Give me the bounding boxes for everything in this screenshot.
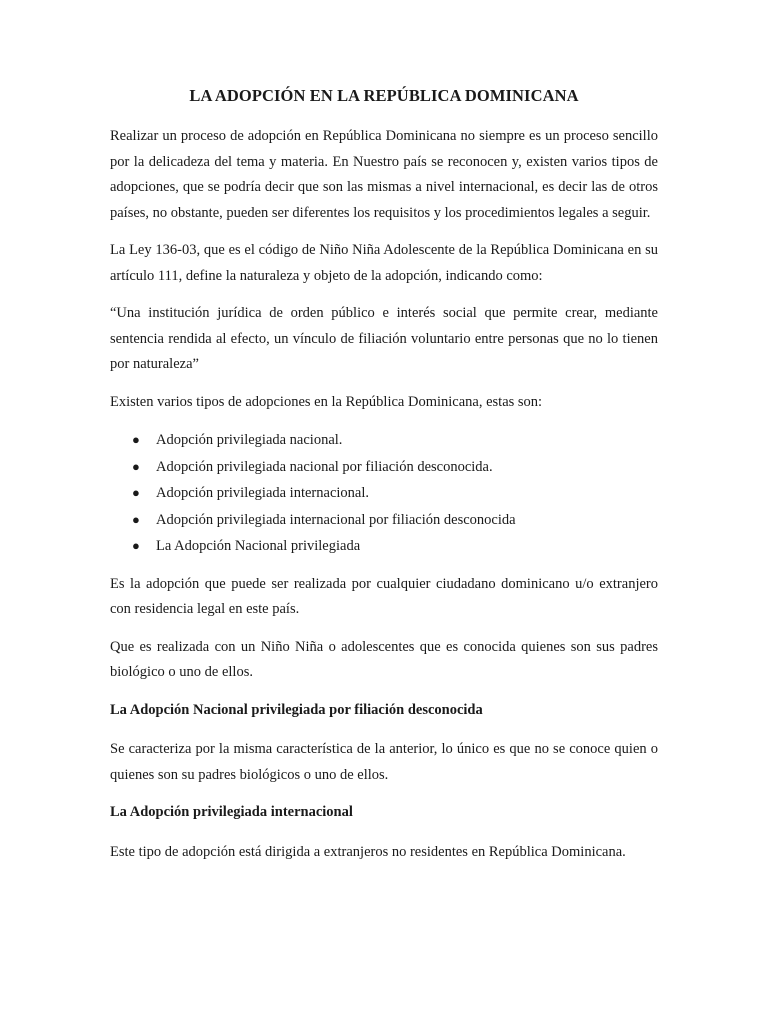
- list-item-text: Adopción privilegiada internacional.: [156, 485, 369, 501]
- list-item: [132, 507, 658, 534]
- national-adoption-paragraph-2: Que es realizada con un Niño Niña o adolescentes que es conocida quienes son sus padres biológico o uno de ellos.: [110, 638, 658, 680]
- types-intro-paragraph: Existen varios tipos de adopciones en la República Dominicana, estas son:: [110, 393, 543, 410]
- list-item: [132, 533, 658, 560]
- adoption-types-list: [110, 427, 658, 560]
- list-item: [132, 427, 658, 454]
- list-item-text: La Adopción Nacional privilegiada: [156, 538, 361, 554]
- list-item-text: Adopción privilegiada internacional por filiación desconocida: [156, 511, 516, 528]
- law-paragraph: La Ley 136-03, que es el código de Niño Niña Adolescente de la República Dominicana en su artículo 111, define la naturaleza y objeto de la adopción, indicando como:: [110, 242, 658, 284]
- bullet-icon: ●: [132, 432, 140, 447]
- bullet-icon: ●: [132, 458, 140, 474]
- unknown-filiation-paragraph: Se caracteriza por la misma característica de la anterior, lo único es que no se conoce quien o quienes son su padres biológicos o uno de ellos.: [110, 741, 658, 783]
- national-adoption-paragraph-1: Es la adopción que puede ser realizada por cualquier ciudadano dominicano u/o extranjero con residencia legal en este país.: [110, 575, 658, 617]
- international-adoption-paragraph: Este tipo de adopción está dirigida a extranjeros no residentes en República Dominicana.: [110, 843, 626, 860]
- list-item-text: Adopción privilegiada nacional por filiación desconocida.: [156, 458, 493, 475]
- document-title: LA ADOPCIÓN EN LA REPÚBLICA DOMINICANA: [189, 86, 579, 105]
- document-page: [110, 84, 658, 877]
- list-item-text: Adopción privilegiada nacional.: [156, 432, 343, 448]
- legal-definition-quote: “Una institución jurídica de orden público e interés social que permite crear, mediante sentencia rendida al efecto, un vínculo de filiación voluntario entre personas que no lo tienen por naturaleza”: [110, 305, 658, 372]
- list-item: [132, 480, 658, 507]
- intro-paragraph: Realizar un proceso de adopción en República Dominicana no siempre es un proceso sencillo por la delicadeza del tema y materia. En Nuestro país se reconocen y, existen varios tipos de adopciones, que se podría decir que son las mismas a nivel internacional, es decir las de otros países, no obstante, pueden ser diferentes los requisitos y los procedimientos legales a seguir.: [110, 128, 658, 221]
- bullet-icon: ●: [132, 511, 140, 527]
- section-heading-unknown-filiation: La Adopción Nacional privilegiada por filiación desconocida: [110, 701, 483, 718]
- bullet-icon: ●: [132, 538, 140, 553]
- list-item: [132, 454, 658, 481]
- bullet-icon: ●: [132, 485, 140, 500]
- section-heading-international: La Adopción privilegiada internacional: [110, 804, 353, 820]
